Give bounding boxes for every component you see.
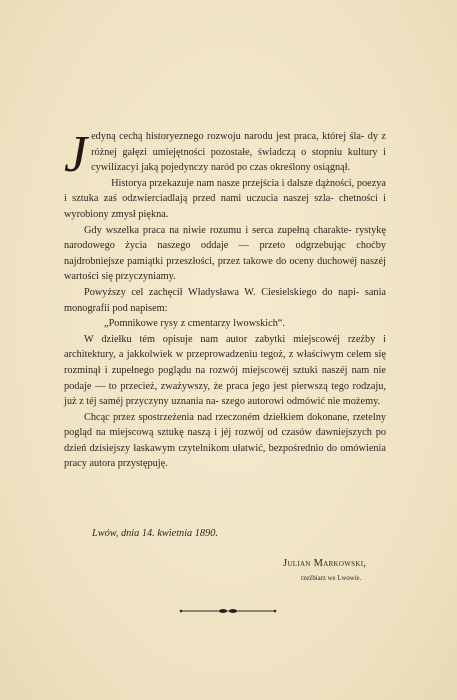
paragraph-7: Chcąc przez spostrzeżenia nad rzeczoném dziełkiem dokonane, rzetelny pogląd na miejscową sztukę naszą i jéj rozwój od czasów dawniejszych po dzień dzisiejszy łaskawym czytelnikom ułatwić, bezpośrednio do omówienia pracy autora przystępuję. [64, 411, 386, 470]
ornament-divider-icon [178, 606, 278, 616]
signature-name: Julian Markowski, [283, 558, 367, 569]
monograph-title-quote: „Pomnikowe rysy z cmentarzy lwowskich“. [104, 318, 286, 330]
paragraph-6: W dziełku tém opisuje nam autor zabytki miejscowéj rzeźby i architektury, a jakkolwiek w przeprowadzeniu tegoż, z właściwym celem się rozminął i zupełnego poglądu na rozwój miejscowéj sztuki naszéj nam nie podaje — to przecież, zważywszy, że praca jego jest pierwszą tego rodzaju, już z téj saméj przyczyny uznania na- szego autorowi odmówić nie możemy. [64, 333, 386, 408]
paragraph-2: Historya przekazuje nam nasze przejścia i dalsze dążności, poezya i sztuka zaś odzwierciadlają przed nami uczucia naszej szla- chetności i wyrobiony zmysł piękna. [64, 177, 386, 220]
paragraph-1 [64, 126, 386, 183]
date-line: Lwów, dnia 14. kwietnia 1890. [92, 528, 218, 539]
signature-role: rzeźbiarz we Lwowie. [301, 575, 362, 582]
preface-text [64, 126, 386, 472]
paragraph-3: Gdy wszelka praca na niwie rozumu i serca zupełną charakte- rystykę narodowego życia naszego oddaje — przeto odgrzebując choćby najdrobniejsze pamiątki przeszłości, przez takowe do oceny duchowéj naszéj wartości się przyczyniamy. [64, 224, 386, 283]
paragraph-1-text: edyną cechą historyeznego rozwoju narodu jest praca, której śla- dy z różnej gałęzi umiejętności pozostałe, świadczą o stopniu kultury i cywilizacyi jaką pojedynczy naród po czas określony osiągnął. [91, 131, 386, 174]
paragraph-4: Powyższy cel zachęcił Władysława W. Ciesielskiego do napi- sania monografii pod napisem: [64, 286, 386, 314]
drop-cap: J [64, 126, 88, 183]
